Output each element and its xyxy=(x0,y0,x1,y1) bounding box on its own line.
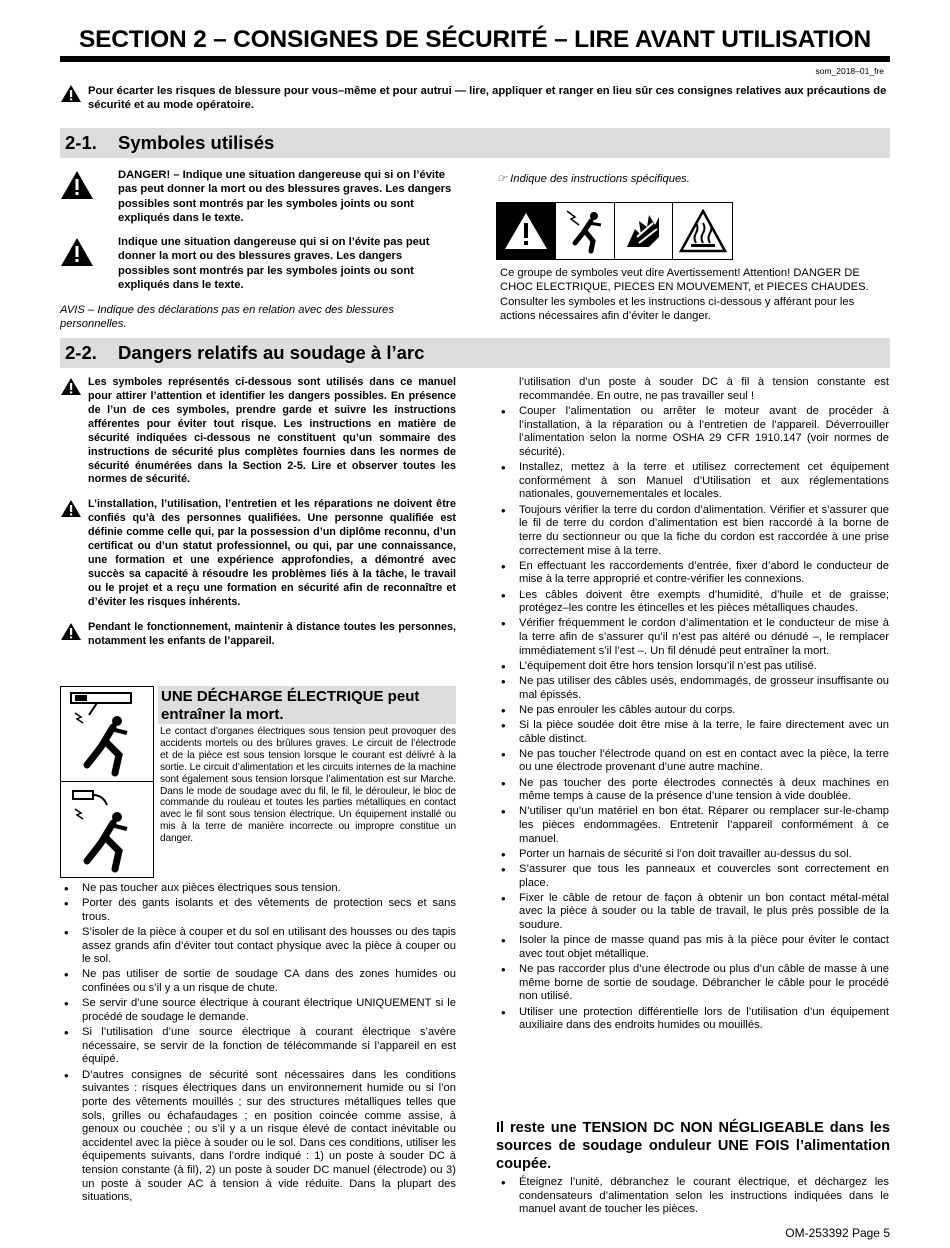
electric-shock-hazard xyxy=(60,686,456,878)
list-item: • Ne pas utiliser des câbles usés, endommagés, de grosseur insuffisante ou mal épissés. xyxy=(497,675,889,702)
list-item: • Porter des gants isolants et des vêtements de protection secs et sans trous. xyxy=(60,897,456,924)
title-rule xyxy=(60,56,890,62)
list-item: • Vérifier fréquemment le cordon d’alimentation et le conducteur de mise à la terre afin de s’assurer qu’il n’est pas altéré ou dénudé –, le remplacer immédiatement s’il l’est –. Un fil dénudé peut entraîner la mort. xyxy=(497,617,889,658)
list-item: • Si la pièce soudée doit être mise à la terre, le faire directement avec un câble distinct. xyxy=(497,719,889,746)
hazard-icons xyxy=(60,686,154,878)
list-item: • S’isoler de la pièce à couper et du sol en utilisant des housses ou des tapis assez grands afin d’éviter tout contact physique avec la pièce à couper ou le sol. xyxy=(60,926,456,967)
list-item: • Ne pas toucher des porte électrodes connectés à deux machines en même temps à cause de la présence d’une tension à vide doublée. xyxy=(497,777,889,804)
continued-text: l’utilisation d’un poste à souder DC à fil à tension constante est recommandée. En outre, ne pas travailler seul ! xyxy=(519,376,889,402)
right-bullet-list xyxy=(497,405,889,1034)
list-item: • Toujours vérifier la terre du cordon d’alimentation. Vérifier et s’assurer que le fil de terre du cordon d’alimentation est bien raccordé à la borne de terre du sectionneur ou que la fiche du cordon est raccordée à une prise correctement mise à la terre. xyxy=(497,504,889,559)
warning-text: Les symboles représentés ci-dessous sont utilisés dans ce manuel pour attirer l’attention et identifier les dangers possibles. En présence de l’un de ces symboles, prendre garde et suivre les instructions afférentes pour éviter tout risque. Les instructions en matière de sécurité indiquées ci-dessous ne constituent qu’un sommaire des instructions de sécurité plus complètes fournies dans les normes de sécurité énumérées dans la Section 2-5. Lire et observer toutes les normes de sécurité. xyxy=(88,376,456,486)
hazard-description: Le contact d’organes électriques sous tension peut provoquer des accidents mortels ou des brûlures graves. Le circuit de l’électrode et de la pièce est sous tension lorsque le courant est délivré à la sortie. Le circuit d’alimentation et les circuits internes de la machine sont également sous tension lorsque l’alimentation est sur Marche. Dans le mode de soudage avec du fil, le fil, le dérouleur, le bloc de commande du rouleau et toutes les parties métalliques en contact avec le fil sont sous tension électrique. Un équipement installé ou mis à la terre de manière incorrecte ou impropre constitue un danger. xyxy=(160,726,456,845)
list-item: • Isoler la pince de masse quand pas mis à la pièce pour éviter le contact avec tout objet métallique. xyxy=(497,934,889,961)
doc-code: som_2018–01_fre xyxy=(815,66,884,76)
danger-definition xyxy=(60,168,455,225)
left-bullet-list xyxy=(60,882,456,1207)
list-item: • Fixer le câble de retour de façon à obtenir un bon contact métal-métal avec la pièce à souder ou la table de travail, le plus près possible de la soudure. xyxy=(497,892,889,933)
intro-text: Pour écarter les risques de blessure pour vous–même et pour autrui — lire, appliquer et ranger en lieu sûr ces consignes relatives aux précautions de sécurité et au mode opératoire. xyxy=(88,85,887,112)
warning-triangle-icon xyxy=(60,622,82,641)
hot-parts-icon xyxy=(673,203,732,259)
specific-instructions-note xyxy=(497,172,690,185)
warning-paragraph xyxy=(60,376,456,487)
warning-paragraph xyxy=(60,498,456,609)
list-item: • Utiliser une protection différentielle lors de l’utilisation d’un équipement auxiliaire dans des endroits humides ou mouillés. xyxy=(497,1006,889,1033)
warning-text: L’installation, l’utilisation, l’entretien et les réparations ne doivent être confiés qu’à des personnes qualifiées. Une personne qualifiée est définie comme celle qui, par la possession d’un diplôme reconnu, d’un certificat ou d’un statut professionnel, ou qui, par une connaissance, une formation et une expérience approfondies, a démontré avec succès sa capacité à résoudre les problèmes liés à la tâche, le travail ou le projet et a reçu une formation en sécurité afin de reconnaître et d’éviter les risques inhérents. xyxy=(88,498,456,608)
list-item: • L’équipement doit être hors tension lorsqu’il n’est pas utilisé. xyxy=(497,660,889,674)
list-item: • S’assurer que tous les panneaux et couvercles sont correctement en place. xyxy=(497,863,889,890)
list-item: • Ne pas raccorder plus d’une électrode ou plus d’un câble de masse à une même borne de sortie de soudage. Débrancher le câble pour le procédé non utilisé. xyxy=(497,963,889,1004)
warning-triangle-icon xyxy=(60,499,82,518)
hazard-symbol-group xyxy=(496,202,733,260)
electric-shock-icon xyxy=(556,203,615,259)
list-item: • Ne pas toucher l’électrode quand on est en contact avec la pièce, la terre ou une électrode provenant d’une autre machine. xyxy=(497,748,889,775)
dc-voltage-warning: Il reste une TENSION DC NON NÉGLIGEABLE dans les sources de soudage onduleur UNE FOIS l’alimentation coupée. xyxy=(496,1120,890,1173)
list-item: • Ne pas utiliser de sortie de soudage CA dans des zones humides ou confinées ou s’il y a un risque de chute. xyxy=(60,968,456,995)
list-item: • Installez, mettez à la terre et utilisez correctement cet équipement conformément à son Manuel d’Utilisation et aux réglementations nationales, gouvernementales et locales. xyxy=(497,461,889,502)
list-item: • N’utiliser qu’un matériel en bon état. Réparer ou remplacer sur-le-champ les pièces endommagées. Entretenir l’appareil conformément à ce manuel. xyxy=(497,805,889,846)
avis-text: AVIS – Indique des déclarations pas en relation avec des blessures personnelles. xyxy=(60,304,394,331)
list-item: • Les câbles doivent être exempts d’humidité, d’huile et de graisse; protégez–les contre les étincelles et les pièces métalliques chaudes. xyxy=(497,589,889,616)
warning-paragraph xyxy=(60,621,456,649)
list-item: • Se servir d’une source électrique à courant électrique UNIQUEMENT si le procédé de soudage le demande. xyxy=(60,997,456,1024)
pointing-hand-icon: ☞ xyxy=(497,173,511,185)
final-bullet-list xyxy=(497,1176,889,1218)
left-column-warnings xyxy=(60,376,456,660)
list-item: • En effectuant les raccordements d’entrée, fixer d’abord le conducteur de mise à la terre approprié et contre-vérifier les connexions. xyxy=(497,560,889,587)
intro-warning xyxy=(60,84,890,113)
warning-text: Indique une situation dangereuse qui si on l’évite pas peut donner la mort ou des blessures graves. Les dangers possibles sont montrés par les symboles joints ou sont expliqués dans le texte. xyxy=(118,236,430,291)
electric-shock-stick-icon xyxy=(61,687,153,782)
list-item: • Couper l’alimentation ou arrêter le moteur avant de procéder à l’installation, à la réparation ou à l’entretien de l’appareil. Déverrouiller l’alimentation selon la norme OSHA 29 CFR 1910.147 (voir normes de sécurité). xyxy=(497,405,889,460)
page-number: OM-253392 Page 5 xyxy=(785,1226,890,1240)
moving-parts-icon xyxy=(615,203,674,259)
warning-triangle-icon xyxy=(60,377,82,396)
warning-triangle-icon xyxy=(497,203,556,259)
warning-triangle-icon xyxy=(60,237,94,267)
warning-definition xyxy=(60,235,455,292)
section-number: 2-1. xyxy=(65,132,97,153)
list-item: • Porter un harnais de sécurité si l’on doit travailler au-dessus du sol. xyxy=(497,848,889,862)
list-item: • Si l’utilisation d’une source électrique à courant électrique s’avère nécessaire, se servir de la fonction de télécommande si l’appareil en est équipé. xyxy=(60,1026,456,1067)
section-number: 2-2. xyxy=(65,342,97,363)
warning-triangle-icon xyxy=(60,84,82,103)
list-item: • Ne pas toucher aux pièces électriques sous tension. xyxy=(60,882,456,896)
danger-triangle-icon xyxy=(60,170,94,200)
hazard-title: UNE DÉCHARGE ÉLECTRIQUE peut entraîner la mort. xyxy=(158,686,456,724)
list-item: • Ne pas enrouler les câbles autour du corps. xyxy=(497,704,889,718)
list-item: • Éteignez l’unité, débranchez le courant électrique, et déchargez les condensateurs d’alimentation selon les instructions indiquées dans le manuel avant de toucher les pièces. xyxy=(497,1176,889,1217)
symbol-group-text: Ce groupe de symboles veut dire Avertissement! Attention! DANGER DE CHOC ELECTRIQUE, PIECES EN MOUVEMENT, et PIECES CHAUDES. Consulter les symboles et les instructions ci-dessous y afférant pour les actions nécessaires afin d’éviter le danger. xyxy=(500,267,869,322)
section-heading-2-2 xyxy=(60,338,890,368)
electric-shock-wire-icon xyxy=(61,782,153,877)
list-item: • D’autres consignes de sécurité sont nécessaires dans les conditions suivantes : risques électriques dans un environnement humide ou si l’on porte des vêtements mouillés ; sur des structures métalliques telles que sols, grilles ou échafaudages ; en position coincée comme assise, à genoux ou couchée ; ou s’il y a un risque élevé de contact inévitable ou accidentel avec la pièce à souder ou le sol. Dans ces conditions, utiliser les équipements suivants, dans l’ordre indiqué : 1) un poste à souder DC à tension constante (à fil), 2) un poste à souder DC manuel (électrode) ou 3) un poste à souder AC à tension à vide réduite. Dans la plupart des situations, xyxy=(60,1069,456,1206)
page-title: SECTION 2 – CONSIGNES DE SÉCURITÉ – LIRE AVANT UTILISATION xyxy=(79,26,871,53)
section-title: Symboles utilisés xyxy=(118,132,275,153)
section-heading-2-1 xyxy=(60,128,890,158)
section-title: Dangers relatifs au soudage à l’arc xyxy=(118,342,425,363)
danger-text: DANGER! – Indique une situation dangereuse qui si on l’évite pas peut donner la mort ou des blessures graves. Les dangers possibles sont montrés par les symboles joints ou sont expliqués dans le texte. xyxy=(118,169,452,224)
warning-text: Pendant le fonctionnement, maintenir à distance toutes les personnes, notamment les enfants de l’appareil. xyxy=(88,620,456,647)
specific-instructions-text: Indique des instructions spécifiques. xyxy=(510,173,690,185)
